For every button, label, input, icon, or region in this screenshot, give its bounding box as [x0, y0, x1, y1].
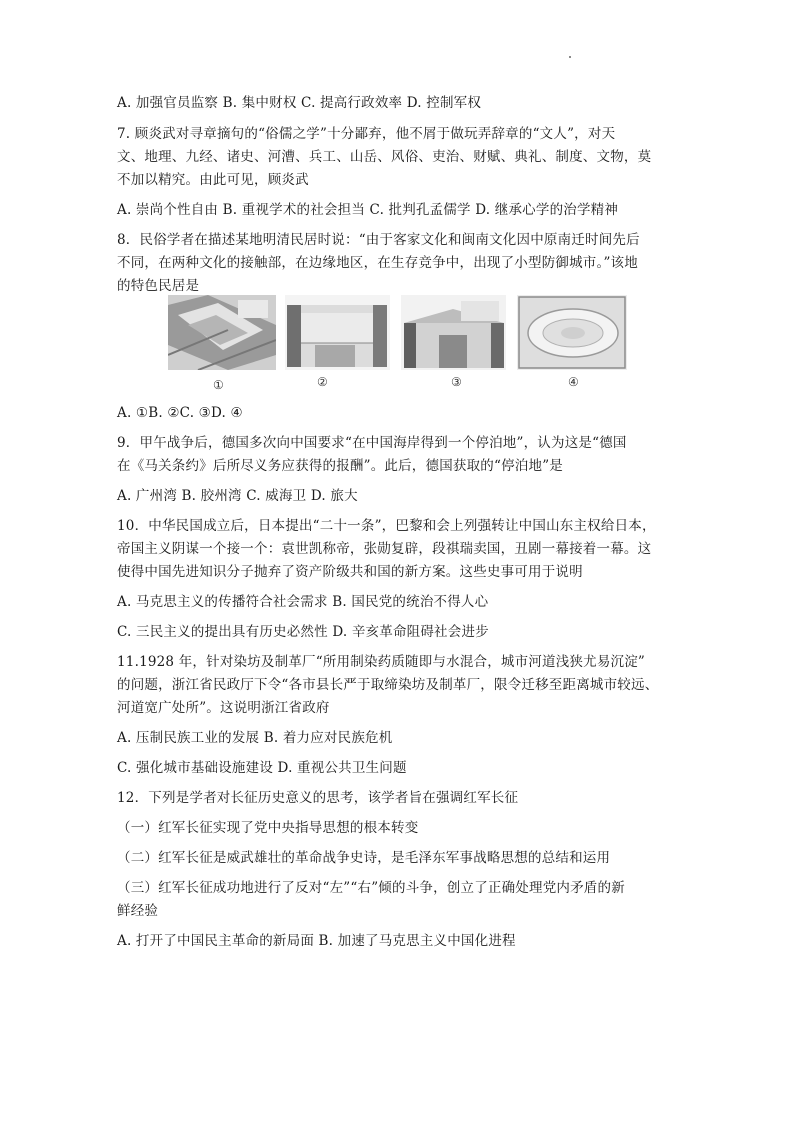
q10-options-ab: A. 马克思主义的传播符合社会需求 B. 国民党的统治不得人心: [117, 594, 489, 610]
q7-line-2: 文、地理、九经、诸史、河漕、兵工、山岳、风俗、吏治、财赋、典礼、制度、文物，莫: [117, 149, 652, 165]
q8-line-2: 不同，在两种文化的接触部，在边缘地区，在生存竞争中，出现了小型防御城市。”该地: [117, 255, 638, 271]
q9-options: A. 广州湾 B. 胶州湾 C. 威海卫 D. 旅大: [117, 488, 358, 504]
q9-line-2: 在《马关条约》后所尽义务应获得的报酬”。此后，德国获取的“停泊地”是: [117, 458, 564, 474]
q11-line-1: 11.1928 年，针对染坊及制革厂“所用制染药质随即与水混合，城市河道浅狭尤易沉淀”: [117, 654, 646, 670]
q6-options: A. 加强官员监察 B. 集中财权 C. 提高行政效率 D. 控制军权: [117, 95, 482, 111]
figure-1-caption: ①: [213, 378, 224, 392]
q10-line-1: 10．中华民国成立后，日本提出“二十一条”，巴黎和会上列强转让中国山东主权给日本，: [117, 518, 656, 534]
q8-line-1: 8．民俗学者在描述某地明清民居时说：“由于客家文化和闽南文化因中原南迁时间先后: [117, 232, 640, 248]
q10-line-3: 使得中国先进知识分子抛弃了资产阶级共和国的新方案。这些史事可用于说明: [117, 564, 583, 580]
figure-4-photo: [517, 295, 627, 370]
q12-item-2: （二）红军长征是威武雄壮的革命战争史诗，是毛泽东军事战略思想的总结和运用: [117, 850, 611, 866]
figure-3-caption: ③: [451, 375, 462, 389]
scan-speck: [569, 56, 571, 58]
figure-3-photo: [401, 295, 506, 370]
q12-stem: 12．下列是学者对长征历史意义的思考，该学者旨在强调红军长征: [117, 790, 519, 806]
q11-options-cd: C. 强化城市基础设施建设 D. 重视公共卫生问题: [117, 760, 407, 776]
figure-2-caption: ②: [317, 375, 328, 389]
q12-options-ab: A. 打开了中国民主革命的新局面 B. 加速了马克思主义中国化进程: [117, 933, 516, 949]
figure-4-caption: ④: [568, 375, 579, 389]
q7-line-3: 不加以精究。由此可见，顾炎武: [117, 172, 309, 188]
q10-options-cd: C. 三民主义的提出具有历史必然性 D. 辛亥革命阻碍社会进步: [117, 624, 489, 640]
q8-options: A. ①B. ②C. ③D. ④: [117, 405, 243, 421]
q8-line-3: 的特色民居是: [117, 278, 200, 294]
q12-item-3-line-2: 鲜经验: [117, 903, 159, 919]
q7-line-1: 7. 顾炎武对寻章摘句的“俗儒之学”十分鄙弃，他不屑于做玩弄辞章的“文人”，对天: [117, 126, 616, 142]
figure-1-photo: [168, 295, 276, 370]
q11-options-ab: A. 压制民族工业的发展 B. 着力应对民族危机: [117, 730, 393, 746]
q7-options: A. 崇尚个性自由 B. 重视学术的社会担当 C. 批判孔孟儒学 D. 继承心学的治学精神: [117, 202, 619, 218]
figure-2-photo: [285, 295, 390, 370]
q11-line-3: 河道宽广处所”。这说明浙江省政府: [117, 700, 330, 716]
q8-figures: [168, 295, 648, 395]
q10-line-2: 帝国主义阴谋一个接一个：袁世凯称帝，张勋复辟，段祺瑞卖国，丑剧一幕接着一幕。这: [117, 541, 652, 557]
q11-line-2: 的问题，浙江省民政厅下令“各市县长严于取缔染坊及制革厂，限令迁移至距离城市较远、: [117, 677, 659, 693]
q12-item-1: （一）红军长征实现了党中央指导思想的根本转变: [117, 820, 419, 836]
q9-line-1: 9．甲午战争后，德国多次向中国要求“在中国海岸得到一个停泊地”，认为这是“德国: [117, 435, 627, 451]
q12-item-3-line-1: （三）红军长征成功地进行了反对“左”“右”倾的斗争，创立了正确处理党内矛盾的新: [117, 880, 625, 896]
